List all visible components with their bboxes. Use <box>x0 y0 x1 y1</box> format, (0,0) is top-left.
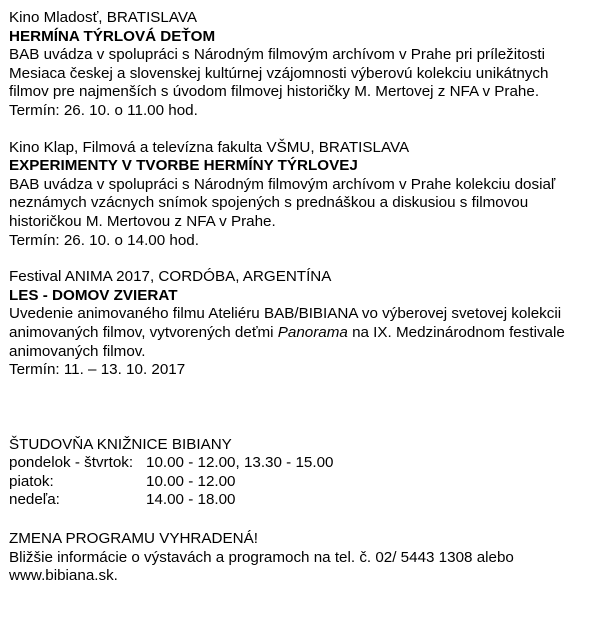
event-description-line: filmov pre najmenších s úvodom filmovej historičky M. Mertovej z NFA v Prahe. <box>9 83 540 101</box>
spacer <box>9 510 594 530</box>
film-title-italic: Panorama <box>277 323 348 341</box>
spacer <box>9 250 594 268</box>
program-page <box>9 9 594 586</box>
spacer <box>9 380 594 436</box>
footer-info <box>9 530 594 586</box>
hours-row <box>9 454 594 473</box>
event-description-line: Mesiaca českej a slovenskej kultúrnej vzájomnosti výberovú kolekciu unikátnych <box>9 64 549 82</box>
event-title: LES - DOMOV ZVIERAT <box>9 286 178 304</box>
event-description-line: Uvedenie animovaného filmu Ateliéru BAB/BIBIANA vo výberovej svetovej kolekcii <box>9 305 562 323</box>
event-term: Termín: 11. – 13. 10. 2017 <box>9 361 186 379</box>
event-term: Termín: 26. 10. o 11.00 hod. <box>9 101 198 119</box>
event-description-text: animovaných filmov, vytvorených deťmi <box>9 323 278 341</box>
hours-day: pondelok - štvrtok: <box>9 454 134 472</box>
library-title: ŠTUDOVŇA KNIŽNICE BIBIANY <box>9 435 232 453</box>
event-venue: Kino Klap, Filmová a televízna fakulta VŠMU, BRATISLAVA <box>9 138 410 156</box>
event-description-line: BAB uvádza v spolupráci s Národným filmovým archívom v Prahe pri príležitosti <box>9 46 545 64</box>
event-description-line <box>9 324 594 343</box>
event-term: Termín: 26. 10. o 14.00 hod. <box>9 231 199 249</box>
program-change-notice: ZMENA PROGRAMU VYHRADENÁ! <box>9 530 258 548</box>
event-3 <box>9 268 594 380</box>
event-2 <box>9 139 594 251</box>
event-description-line: neznámych vzácnych snímok spojených s prednáškou a diskusiou s filmovou <box>9 194 529 212</box>
event-description-line: historičkou M. Mertovou z NFA v Prahe. <box>9 212 276 230</box>
library-hours <box>9 436 594 510</box>
event-venue: Festival ANIMA 2017, CORDÓBA, ARGENTÍNA <box>9 268 332 286</box>
event-1 <box>9 9 594 121</box>
hours-day: piatok: <box>9 472 54 490</box>
website-text: www.bibiana.sk. <box>9 567 118 585</box>
hours-time: 10.00 - 12.00, 13.30 - 15.00 <box>146 454 334 472</box>
hours-row <box>9 473 594 492</box>
hours-row <box>9 491 594 510</box>
event-title: HERMÍNA TÝRLOVÁ DEŤOM <box>9 27 216 45</box>
event-description-line: animovaných filmov. <box>9 342 146 360</box>
hours-day: nedeľa: <box>9 491 60 509</box>
event-title: EXPERIMENTY V TVORBE HERMÍNY TÝRLOVEJ <box>9 157 358 175</box>
contact-info-line: Bližšie informácie o výstavách a programoch na tel. č. 02/ 5443 1308 alebo <box>9 548 514 566</box>
event-venue: Kino Mladosť, BRATISLAVA <box>9 9 198 26</box>
hours-time: 14.00 - 18.00 <box>146 491 236 509</box>
spacer <box>9 121 594 139</box>
event-description-text: na IX. Medzinárodnom festivale <box>347 323 565 341</box>
hours-time: 10.00 - 12.00 <box>146 472 236 490</box>
event-description-line: BAB uvádza v spolupráci s Národným filmovým archívom v Prahe kolekciu dosiaľ <box>9 175 556 193</box>
